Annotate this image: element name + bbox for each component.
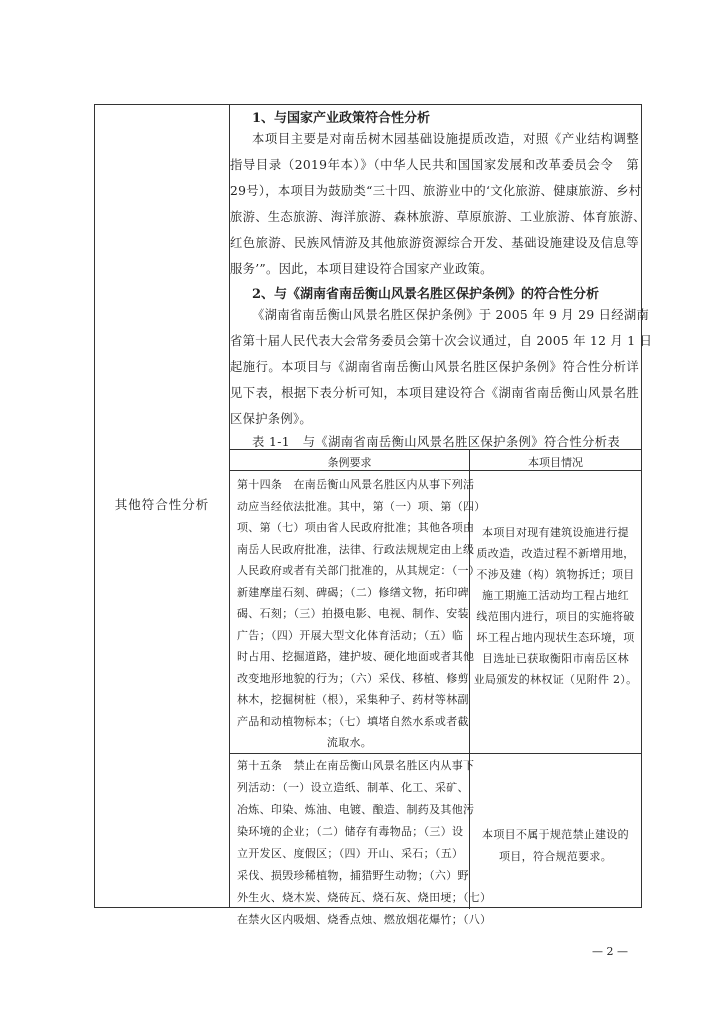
row2-requirement-line: 冶炼、印染、炼油、电镀、酿造、制药及其他污 <box>237 803 475 816</box>
row1-requirement-line: 碣、石刻；（三）拍摄电影、电视、制作、安装 <box>237 607 469 620</box>
row1-requirement-line: 项、第（七）项由省人民政府批准；其他各项由 <box>237 521 475 534</box>
content-cell <box>230 105 653 926</box>
header-project: 本项目情况 <box>528 456 583 469</box>
row1-requirement-line: 林木，挖掘树桩（根），采集种子、药材等林副 <box>237 693 469 706</box>
row1-requirement-line: 动应当经依法批准。其中，第（一）项、第（四） <box>237 499 486 513</box>
left-label: 其他符合性分析 <box>114 497 210 512</box>
section1-line: 29号），本项目为鼓励类“三十四、旅游业中的‘文化旅游、健康旅游、乡村 <box>230 184 642 198</box>
row1-project-line: 施工期施工活动均工程占地红 <box>482 589 629 602</box>
row1-requirement-line: 新建摩崖石刻、碑碣；（二）修缮文物，拓印碑 <box>237 585 469 599</box>
row1-requirement-line: 广告；（四）开展大型文化体育活动；（五）临 <box>237 628 464 642</box>
section2-line: 区保护条例》。 <box>230 412 313 426</box>
section2-line: 省第十届人民代表大会常务委员会第十次会议通过，自 2005 年 12 月 1 日 <box>230 334 653 348</box>
row2-requirement-line: 立开发区、度假区；（四）开山、采石；（五） <box>237 847 464 860</box>
row1-requirement-line: 改变地形地貌的行为；（六）采伐、移植、修剪 <box>237 671 469 685</box>
row2-requirement-line: 染环境的企业；（二）储存有毒物品；（三）设 <box>237 825 464 838</box>
row2-requirement-line: 列活动：（一）设立造纸、制革、化工、采矿、 <box>237 781 469 794</box>
section2-line: 见下表，根据下表分析可知，本项目建设符合《湖南省南岳衡山风景名胜 <box>230 386 639 400</box>
section2-line: 《湖南省南岳衡山风景名胜区保护条例》于 2005 年 9 月 29 日经湖南 <box>252 308 650 322</box>
row1-project-line: 质改造，改造过程不新增用地， <box>476 547 635 560</box>
section2-heading: 2、与《湖南省南岳衡山风景名胜区保护条例》的符合性分析 <box>252 287 600 302</box>
section1-line: 服务’”。因此，本项目建设符合国家产业政策。 <box>230 262 493 276</box>
main-table <box>94 104 653 926</box>
header-requirement: 条例要求 <box>327 456 372 469</box>
row1-requirement-line: 流取水。 <box>326 736 373 749</box>
section1-line: 红色旅游、民族风情游及其他旅游资源综合开发、基础设施建设及信息等 <box>230 236 639 250</box>
row1-requirement-line: 产品和动植物标本；（七）填堵自然水系或者截 <box>237 714 469 728</box>
section1-line: 本项目主要是对南岳树木园基础设施提质改造，对照《产业结构调整 <box>252 132 639 146</box>
row1-project-line: 目选址已获取衡阳市南岳区林 <box>482 652 629 665</box>
row1-project-line: 本项目对现有建筑设施进行提 <box>482 526 629 539</box>
row1-project-line: 不涉及建（构）筑物拆迁；项目 <box>476 568 635 581</box>
table-caption: 表 1-1 与《湖南省南岳衡山风景名胜区保护条例》符合性分析表 <box>252 435 621 449</box>
row2-project-line: 项目，符合规范要求。 <box>499 850 612 863</box>
header-divider <box>230 470 641 471</box>
row2-requirement-line: 采伐、损毁珍稀植物，捕猎野生动物；（六）野 <box>237 869 469 882</box>
row1-project-line: 业局颁发的林权证（见附件 2）。 <box>473 673 638 686</box>
row2-project-line: 本项目不属于规范禁止建设的 <box>482 828 629 841</box>
section1-heading: 1、与国家产业政策符合性分析 <box>252 111 431 126</box>
row-divider <box>230 753 641 754</box>
row1-requirement-line: 时占用、挖掘道路，建护坡、硬化地面或者其他 <box>237 650 475 663</box>
section1-line: 指导目录（2019年本）》（中华人民共和国国家发展和改革委员会令 第 <box>230 158 639 172</box>
row1-requirement-line: 第十四条 在南岳衡山风景名胜区内从事下列活 <box>237 478 475 491</box>
section2-line: 起施行。本项目与《湖南省南岳衡山风景名胜区保护条例》符合性分析详 <box>230 360 639 374</box>
section1-line: 旅游、生态旅游、海洋旅游、森林旅游、草原旅游、工业旅游、体育旅游、 <box>230 210 646 224</box>
row1-requirement-line: 南岳人民政府批准，法律、行政法规规定由上级 <box>237 542 475 556</box>
row1-requirement-line: 人民政府或者有关部门批准的，从其规定：（一） <box>237 564 481 577</box>
page-number: — 2 — <box>592 945 628 958</box>
row1-project-line: 线范围内进行，项目的实施将破 <box>476 610 635 623</box>
row2-requirement-line: 在禁火区内吸烟、烧香点烛、燃放烟花爆竹；（八） <box>237 913 492 926</box>
row1-project-line: 坏工程占地内现状生态环境，项 <box>476 631 635 644</box>
row2-requirement-line: 第十五条 禁止在南岳衡山风景名胜区内从事下 <box>237 759 475 772</box>
compliance-table <box>230 449 641 926</box>
row2-requirement-line: 外生火、烧木炭、烧砖瓦、烧石灰、烧田埂；（七） <box>237 891 492 904</box>
